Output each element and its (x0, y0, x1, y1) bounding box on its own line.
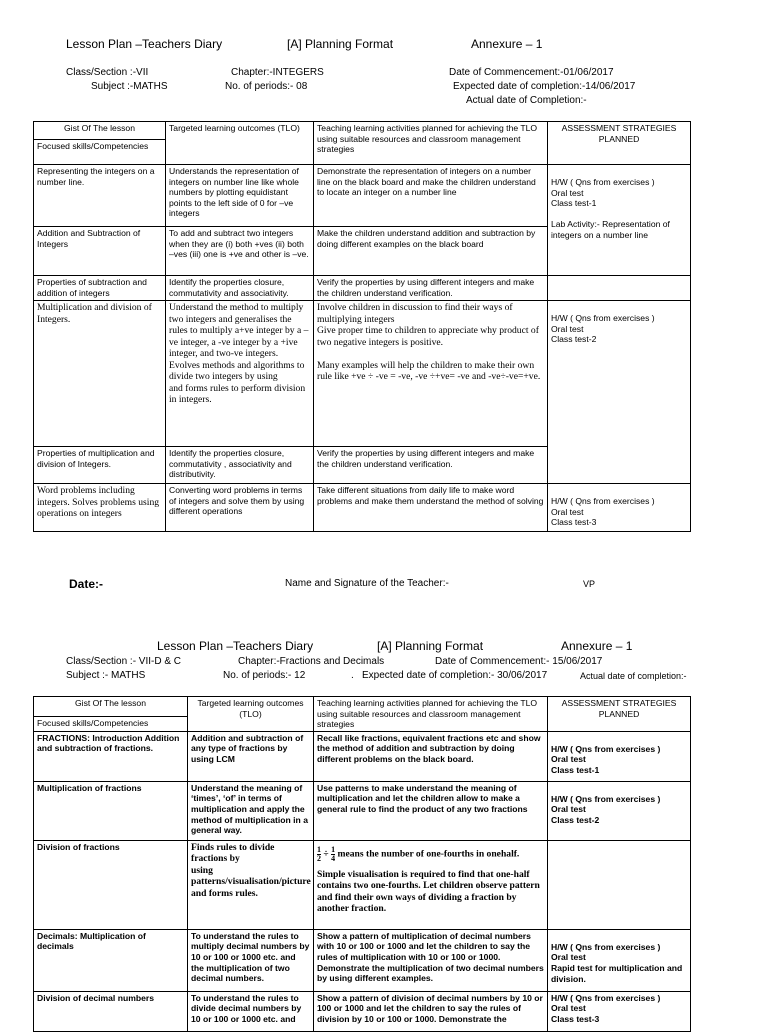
assessment-cell: H/W ( Qns from exercises ) Oral test Class test-2 (548, 781, 691, 840)
tlo-cell: Addition and subtraction of any type of fractions by using LCM (188, 731, 314, 781)
gist-cell: Representing the integers on a number line. (34, 165, 166, 227)
plan1-commencement: Date of Commencement:-01/06/2017 (449, 67, 614, 78)
plan2-col-gist: Gist Of The lesson (34, 697, 188, 717)
fraction-half: $\frac{1}{2}$ (317, 844, 321, 863)
tlo-cell: Identify the properties closure, commutativity and associativity. (166, 276, 314, 301)
table-row (34, 840, 691, 929)
tlo-cell: To add and subtract two integers when they are (i) both +ves (ii) both –ves (iii) one is +ve and other is –ve. (166, 227, 314, 276)
plan1-expected-completion: Expected date of completion:-14/06/2017 (453, 81, 636, 92)
plan1-col-assessment: ASSESSMENT STRATEGIES PLANNED (548, 122, 691, 165)
activity-cell: Show a pattern of division of decimal numbers by 10 or 100 or 1000 and let the children to say the rules of division by 10 or 100 or 1000. Demonstrate the (314, 991, 548, 1031)
plan1-chapter: Chapter:-INTEGERS (231, 67, 324, 78)
plan2-title: Lesson Plan –Teachers Diary (157, 639, 314, 653)
table-row (34, 929, 691, 991)
plan2-actual-completion: Actual date of completion:- (580, 671, 687, 681)
activity-cell: Verify the properties by using different integers and make the children understand verification. (314, 447, 548, 484)
plan1-col-gist: Gist Of The lesson (34, 122, 166, 140)
plan2-dot: . (351, 670, 354, 681)
table-row (34, 781, 691, 840)
plan1-format: [A] Planning Format (287, 37, 394, 51)
gist-cell: Division of fractions (34, 840, 188, 929)
gist-cell: FRACTIONS: Introduction Addition and subtraction of fractions. (34, 731, 188, 781)
tlo-cell: Understand the meaning of ‘times’, ‘of’ in terms of multiplication and apply the method of multiplication in a general way. (188, 781, 314, 840)
plan1-subject: Subject :-MATHS (91, 81, 168, 92)
gist-cell: Decimals: Multiplication of decimals (34, 929, 188, 991)
activity-cell: $\frac{1}{2}$ ÷ $\frac{1}{4}$ means the number of one-fourths in onehalf. Simple visualisation is required to find that one-half contains two one-fourths. Let children observe pattern and find their own ways of dividing a fraction by another fraction. (314, 840, 548, 929)
assessment-cell: H/W ( Qns from exercises ) Oral test Class test-3 (548, 484, 691, 532)
table-row (34, 991, 691, 1031)
tlo-cell: Finds rules to divide fractions by using patterns/visualisation/picture and forms rules. (188, 840, 314, 929)
plan2-col-tlo: Targeted learning outcomes (TLO) (188, 697, 314, 732)
plan1-signature-label: Name and Signature of the Teacher:- (285, 578, 449, 589)
activity-cell: Verify the properties by using different integers and make the children understand verification. (314, 276, 548, 301)
gist-cell: Properties of subtraction and addition of integers (34, 276, 166, 301)
gist-cell: Multiplication and division of Integers. (34, 301, 166, 447)
assessment-cell (548, 840, 691, 929)
plan1-actual-completion: Actual date of Completion:- (466, 95, 587, 106)
table-row (34, 276, 691, 301)
fraction-quarter: $\frac{1}{4}$ (331, 844, 336, 863)
tlo-cell: Understands the representation of integers on number line like whole numbers by plotting equidistant points to the left side of 0 for –ve integers (166, 165, 314, 227)
activity-cell: Recall like fractions, equivalent fractions etc and show the method of addition and subtraction by doing different problems on the black board. (314, 731, 548, 781)
tlo-cell: Identify the properties closure, commutativity , associativity and distributivity. (166, 447, 314, 484)
plan1-class-section: Class/Section :-VII (66, 67, 149, 78)
plan2-format: [A] Planning Format (377, 639, 484, 653)
table-row (34, 484, 691, 532)
table-row (34, 731, 691, 781)
plan2-expected-completion: Expected date of completion:- 30/06/2017 (362, 670, 548, 681)
plan1-annexure: Annexure – 1 (471, 37, 543, 51)
plan1-col-tlo: Targeted learning outcomes (TLO) (166, 122, 314, 165)
plan2-periods: No. of periods:- 12 (223, 670, 306, 681)
plan1-vp-label: VP (583, 579, 596, 589)
plan1-col-skills: Focused skills/Competencies (34, 140, 166, 165)
table-row (34, 165, 691, 227)
plan1-col-activities: Teaching learning activities planned for achieving the TLO using suitable resources and classroom management strategies (314, 122, 548, 165)
plan1-periods: No. of periods:- 08 (225, 81, 308, 92)
plan2-chapter: Chapter:-Fractions and Decimals (238, 656, 385, 667)
activity-cell: Demonstrate the representation of integers on a number line on the black board and make the children understand to locate an integer on a number line (314, 165, 548, 227)
activity-cell: Make the children understand addition and subtraction by doing different examples on the black board (314, 227, 548, 276)
tlo-cell: To understand the rules to multiply decimal numbers by 10 or 100 or 1000 etc. and the multiplication of two decimal numbers. (188, 929, 314, 991)
plan1-table (33, 121, 691, 532)
plan1-title: Lesson Plan –Teachers Diary (66, 37, 223, 51)
activity-cell: Show a pattern of multiplication of decimal numbers with 10 or 100 or 1000 and let the children to say the rules of multiplication with 10 or 100 or 1000. Demonstrate the multiplication of two decimal numbers by using different examples. (314, 929, 548, 991)
gist-cell: Multiplication of fractions (34, 781, 188, 840)
assessment-cell: H/W ( Qns from exercises ) Oral test Class test-1 Lab Activity:- Representation of integers on a number line (548, 165, 691, 276)
activity-cell: Use patterns to make understand the meaning of multiplication and let the children allow to make a general rule to find the product of any two fractions (314, 781, 548, 840)
assessment-cell: H/W ( Qns from exercises ) Oral test Rapid test for multiplication and division. (548, 929, 691, 991)
gist-cell: Division of decimal numbers (34, 991, 188, 1031)
table-row (34, 301, 691, 447)
tlo-cell: Understand the method to multiply two integers and generalises the rules to multiply a+ve integer by a –ve integer, a -ve integer by a +ive integer, and two-ve integers. Evolves methods and algorithms to divide two integers by using and forms rules to perform division in integers. (166, 301, 314, 447)
plan2-class-section: Class/Section :- VII-D & C (66, 656, 182, 667)
plan2-col-skills: Focused skills/Competencies (34, 716, 188, 731)
gist-cell: Addition and Subtraction of Integers (34, 227, 166, 276)
tlo-cell: Converting word problems in terms of integers and solve them by using different operations (166, 484, 314, 532)
assessment-cell: H/W ( Qns from exercises ) Oral test Class test-3 (548, 991, 691, 1031)
plan1-date-label: Date:- (69, 577, 104, 591)
plan2-commencement: Date of Commencement:- 15/06/2017 (435, 656, 603, 667)
assessment-cell: H/W ( Qns from exercises ) Oral test Class test-2 (548, 301, 691, 484)
assessment-cell (548, 276, 691, 301)
plan2-subject: Subject :- MATHS (66, 670, 146, 681)
gist-cell: Properties of multiplication and division of Integers. (34, 447, 166, 484)
plan2-table (33, 696, 691, 1032)
activity-cell: Involve children in discussion to find their ways of multiplying integers Give proper time to children to appreciate why product of two negative integers is positive. Many examples will help the children to make their own rule like +ve ÷ -ve = -ve, -ve ÷+ve= -ve and -ve÷-ve=+ve. (314, 301, 548, 447)
tlo-cell: To understand the rules to divide decimal numbers by 10 or 100 or 1000 etc. and (188, 991, 314, 1031)
plan2-col-activities: Teaching learning activities planned for achieving the TLO using suitable resources and classroom management strategies (314, 697, 548, 732)
activity-cell: Take different situations from daily life to make word problems and make them understand the method of solving (314, 484, 548, 532)
plan2-annexure: Annexure – 1 (561, 639, 633, 653)
plan2-col-assessment: ASSESSMENT STRATEGIES PLANNED (548, 697, 691, 732)
gist-cell: Word problems including integers. Solves problems using operations on integers (34, 484, 166, 532)
assessment-cell: H/W ( Qns from exercises ) Oral test Class test-1 (548, 731, 691, 781)
